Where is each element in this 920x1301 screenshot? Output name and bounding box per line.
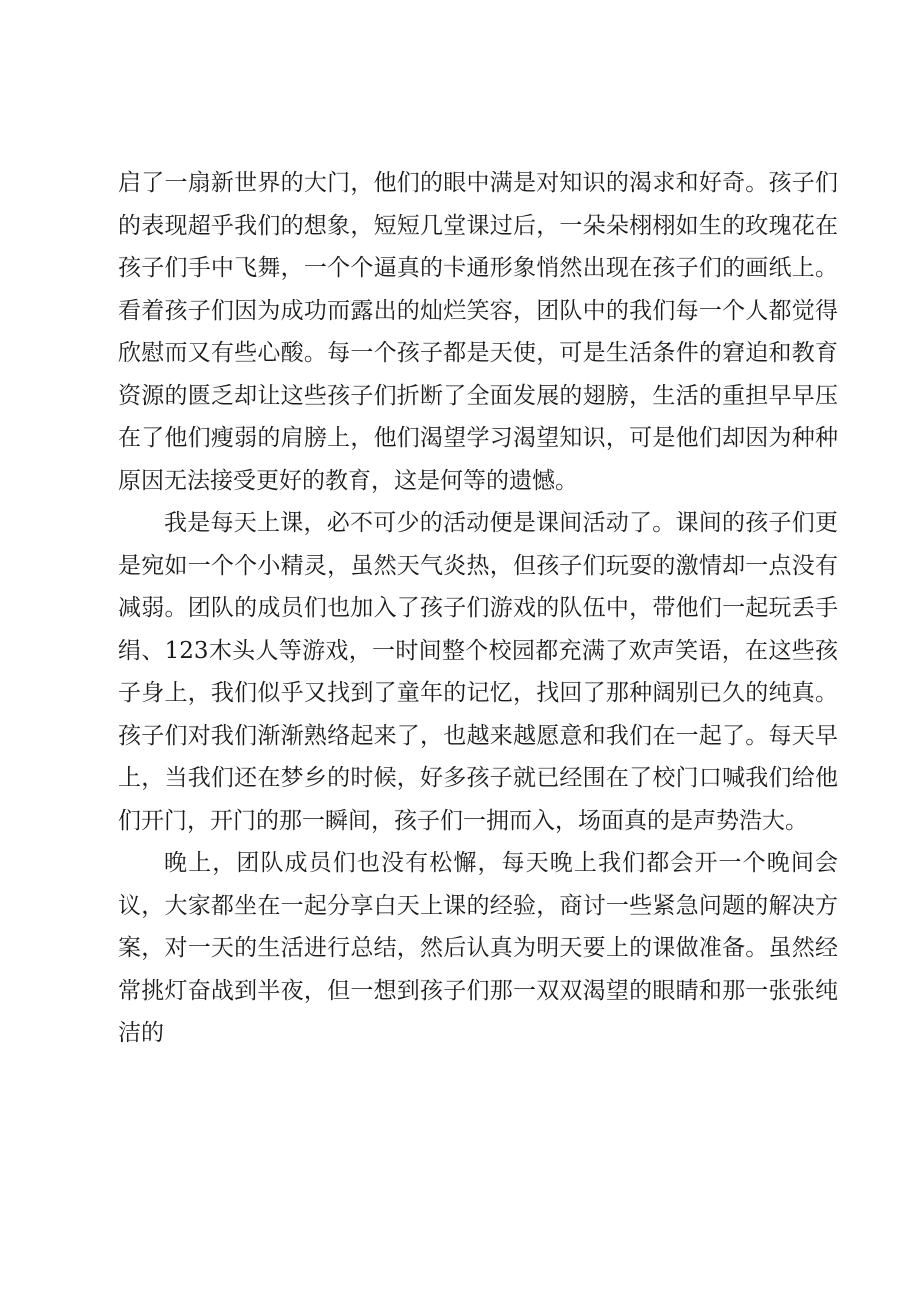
document-body xyxy=(118,162,838,1055)
paragraph-3: 晚上，团队成员们也没有松懈，每天晚上我们都会开一个晚间会议，大家都坐在一起分享白天上课的经验，商讨一些紧急问题的解决方案，对一天的生活进行总结，然后认真为明天要上的课做准备。虽然经常挑灯奋战到半夜，但一想到孩子们那一双双渴望的眼睛和那一张张纯洁的 xyxy=(118,850,838,1046)
paragraph-1: 启了一扇新世界的大门，他们的眼中满是对知识的渴求和好奇。孩子们的表现超乎我们的想象，短短几堂课过后，一朵朵栩栩如生的玫瑰花在孩子们手中飞舞，一个个逼真的卡通形象悄然出现在孩子们的画纸上。看着孩子们因为成功而露出的灿烂笑容，团队中的我们每一个人都觉得欣慰而又有些心酸。每一个孩子都是天使，可是生活条件的窘迫和教育资源的匮乏却让这些孩子们折断了全面发展的翅膀，生活的重担早早压在了他们瘦弱的肩膀上，他们渴望学习渴望知识，可是他们却因为种种原因无法接受更好的教育，这是何等的遗憾。 xyxy=(118,170,838,494)
paragraph-2: 我是每天上课，必不可少的活动便是课间活动了。课间的孩子们更是宛如一个个小精灵，虽然天气炎热，但孩子们玩耍的激情却一点没有减弱。团队的成员们也加入了孩子们游戏的队伍中，带他们一起玩丢手绢、123木头人等游戏，一时间整个校园都充满了欢声笑语，在这些孩子身上，我们似乎又找到了童年的记忆，找回了那种阔别已久的纯真。孩子们对我们渐渐熟络起来了，也越来越愿意和我们在一起了。每天早上，当我们还在梦乡的时候，好多孩子就已经围在了校门口喊我们给他们开门，开门的那一瞬间，孩子们一拥而入，场面真的是声势浩大。 xyxy=(118,510,838,834)
